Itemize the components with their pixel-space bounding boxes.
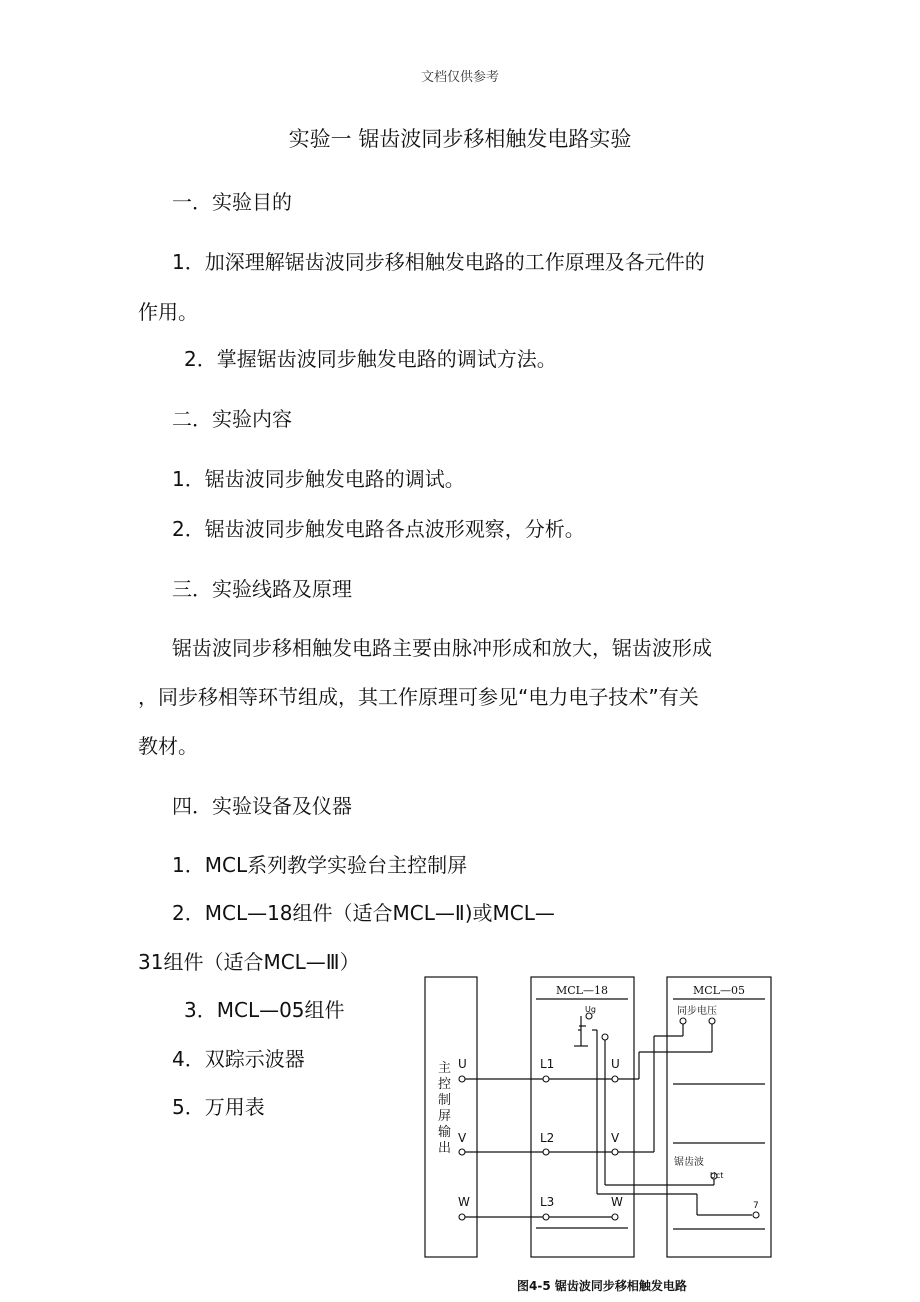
- equipment-item-3: 3．MCL—05组件: [184, 998, 345, 1022]
- objective-item-1: 1．加深理解锯齿波同步移相触发电路的工作原理及各元件的: [172, 250, 705, 274]
- objective-item-2: 2．掌握锯齿波同步触发电路的调试方法。: [184, 347, 557, 371]
- terminal-v-left: [459, 1149, 465, 1155]
- vlabel-3: 屏: [438, 1109, 452, 1124]
- ug-label: Ug: [585, 1005, 596, 1014]
- circuit-paragraph-line-3: 教材。: [138, 734, 198, 758]
- equipment-item-4: 4．双踪示波器: [172, 1047, 305, 1071]
- vlabel-0: 主: [438, 1061, 452, 1076]
- content-item-1: 1．锯齿波同步触发电路的调试。: [172, 467, 465, 491]
- section-heading-content: 二．实验内容: [172, 407, 292, 431]
- left-term-u: U: [458, 1057, 467, 1071]
- mid-term-l2: L2: [540, 1131, 555, 1145]
- equipment-item-5: 5．万用表: [172, 1095, 265, 1119]
- left-term-w: W: [458, 1195, 470, 1209]
- page-header: 文档仅供参考: [420, 70, 499, 85]
- mid-term-w: W: [611, 1195, 623, 1209]
- vlabel-5: 出: [438, 1141, 452, 1156]
- equipment-item-2: 2．MCL—18组件（适合MCL—Ⅱ)或MCL—: [172, 901, 555, 925]
- figure-caption: 图4-5 锯齿波同步移相触发电路: [517, 1279, 687, 1293]
- left-term-v: V: [458, 1131, 467, 1145]
- objective-item-1-cont: 作用。: [138, 300, 198, 324]
- terminal-w-left: [459, 1214, 465, 1220]
- mid-term-l1: L1: [540, 1057, 555, 1071]
- page-title: 实验一 锯齿波同步移相触发电路实验: [288, 127, 632, 151]
- section-heading-circuit: 三．实验线路及原理: [172, 577, 352, 601]
- content-item-2: 2．锯齿波同步触发电路各点波形观察，分析。: [172, 517, 585, 541]
- terminal-7-label: 7: [753, 1201, 759, 1211]
- mid-term-v: V: [611, 1131, 620, 1145]
- section-heading-equipment: 四．实验设备及仪器: [172, 794, 352, 818]
- sync-voltage-label: 同步电压: [677, 1006, 717, 1017]
- vlabel-2: 制: [438, 1093, 452, 1108]
- section-heading-objective: 一．实验目的: [172, 190, 292, 214]
- mcl18-title: MCL—18: [556, 984, 608, 997]
- uct-label: Uct: [710, 1171, 724, 1180]
- sawtooth-label: 锯齿波: [674, 1157, 704, 1168]
- equipment-item-1: 1．MCL系列教学实验台主控制屏: [172, 853, 468, 877]
- vlabel-4: 输: [438, 1125, 452, 1140]
- vlabel-1: 控: [438, 1077, 452, 1092]
- circuit-paragraph-line-2: ，同步移相等环节组成，其工作原理可参见“电力电子技术”有关: [138, 685, 699, 709]
- mid-term-l3: L3: [540, 1195, 555, 1209]
- terminal-u-left: [459, 1076, 465, 1082]
- equipment-item-2-cont: 31组件（适合MCL—Ⅲ）: [138, 950, 360, 974]
- circuit-paragraph-line-1: 锯齿波同步移相触发电路主要由脉冲形成和放大，锯齿波形成: [172, 636, 712, 660]
- mcl05-title: MCL—05: [693, 984, 745, 997]
- mid-term-u: U: [611, 1057, 620, 1071]
